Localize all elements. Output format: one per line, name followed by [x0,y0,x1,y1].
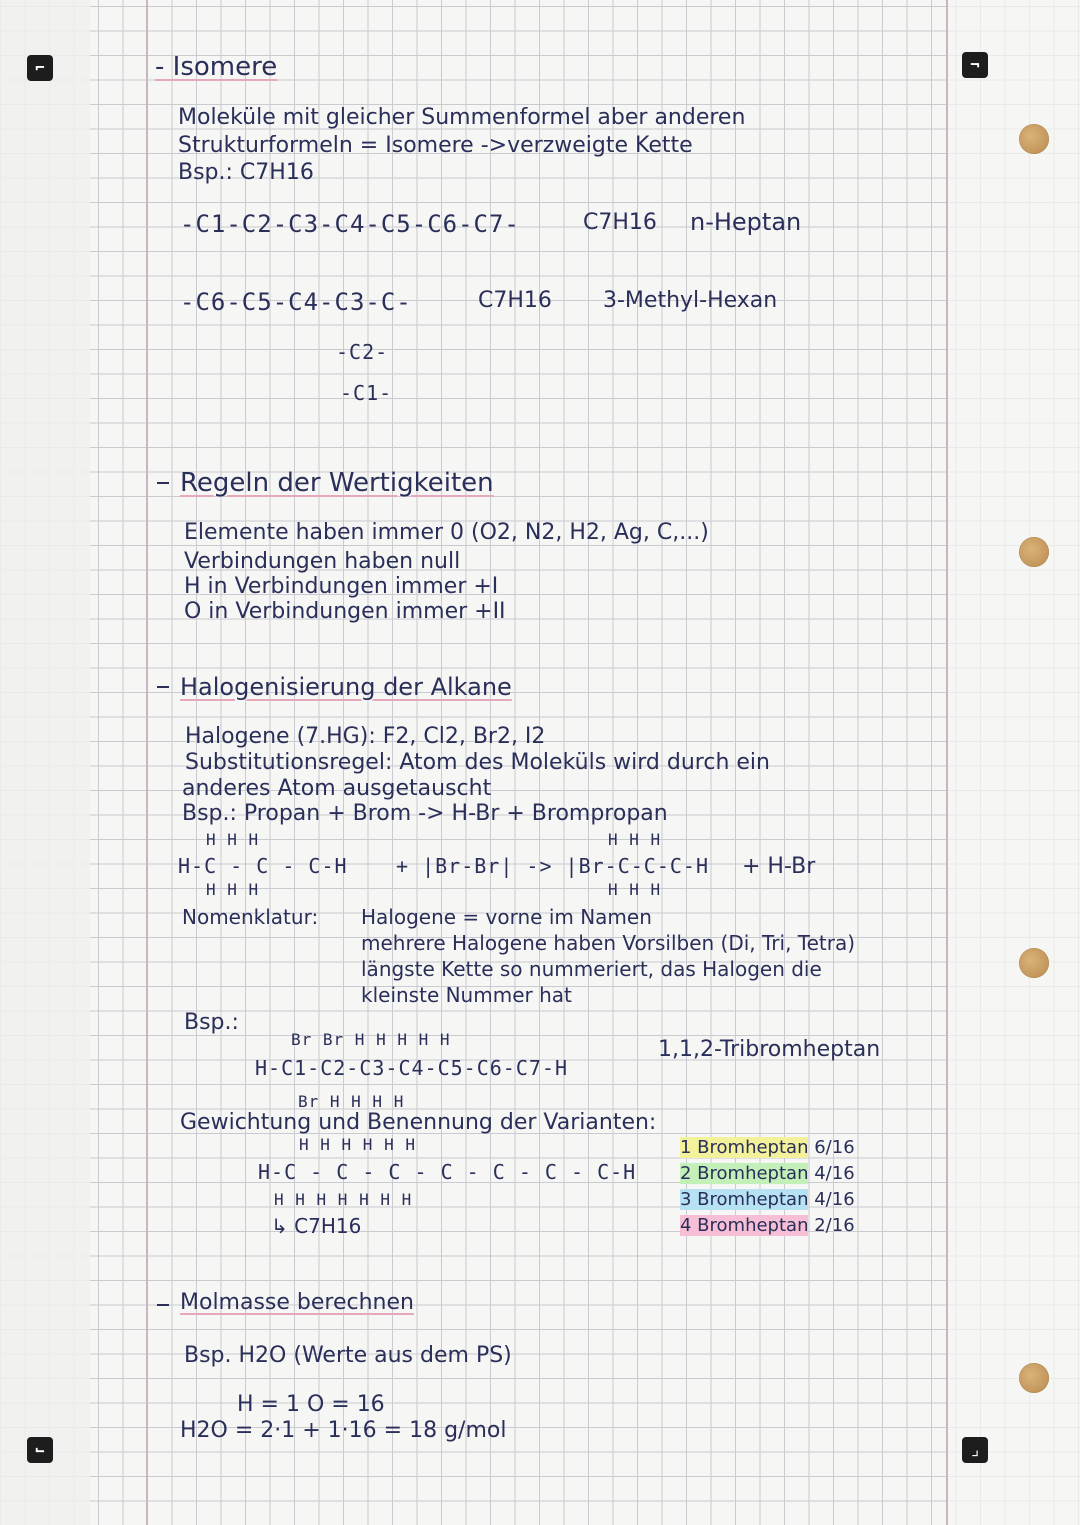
tribrom-top-atoms: Br Br H H H H H [291,1030,451,1049]
heptan-formula: C7H16 [583,210,657,235]
variant-1-name: 1 Bromheptan [680,1137,809,1158]
molmasse-values: H = 1 O = 16 [237,1392,385,1417]
isomere-line-2: Strukturformeln = Isomere ->verzweigte Kette [178,133,693,158]
wertigkeiten-line-1: Elemente haben immer 0 (O2, N2, H2, Ag, C,...) [184,520,709,545]
halogen-line-3: anderes Atom ausgetauscht [182,776,492,801]
halogen-line-1: Halogene (7.HG): F2, Cl2, Br2, I2 [185,724,546,749]
bullet-dash [157,1304,169,1306]
variant-1 [680,1137,855,1158]
hbr-product: + H-Br [742,854,816,879]
variant-3-weight: 4/16 [814,1189,855,1210]
variant-formula-text: C7H16 [294,1214,362,1238]
nomenklatur-rule-4: kleinste Nummer hat [361,983,572,1007]
right-margin-line [946,0,948,1525]
corner-marker-top-right-icon: ¬ [962,52,988,78]
corner-marker-bottom-left-icon: ⌙ [27,1437,53,1463]
gewichtung-heading: Gewichtung und Benennung der Varianten: [180,1110,657,1135]
branch-c2: -C2- [336,340,389,364]
halogen-example: Bsp.: Propan + Brom -> H-Br + Brompropan [182,801,668,826]
punch-hole-icon [1019,124,1049,154]
variant-4-name: 4 Bromheptan [680,1215,809,1236]
methylhexan-formula: C7H16 [478,288,552,313]
bullet-dash [157,686,169,688]
brom-reaction: + |Br-Br| -> |Br-C-C-C-H [396,854,709,878]
variant-2-weight: 4/16 [814,1163,855,1184]
variant-chain: H-C - C - C - C - C - C - C-H [258,1160,637,1184]
punch-hole-icon [1019,1363,1049,1393]
corner-marker-top-left-icon: ⌐ [27,55,53,81]
right-binding-strip [948,0,1080,1525]
molmasse-example: Bsp. H2O (Werte aus dem PS) [184,1343,512,1368]
isomere-heading: - Isomere [155,52,278,82]
propan-structure: H-C - C - C-H [178,854,348,878]
variant-3-name: 3 Bromheptan [680,1189,809,1210]
wertigkeiten-heading: Regeln der Wertigkeiten [180,468,494,498]
punch-hole-icon [1019,948,1049,978]
variant-3 [680,1189,855,1210]
nomenklatur-label: Nomenklatur: [182,905,319,929]
halogen-heading: Halogenisierung der Alkane [180,673,512,701]
nomenklatur-rule-3: längste Kette so nummeriert, das Halogen die [361,957,822,981]
molmasse-calculation: H2O = 2·1 + 1·16 = 18 g/mol [180,1418,507,1443]
propan-h-top: H H H [206,830,260,849]
wertigkeiten-line-3: H in Verbindungen immer +I [184,574,499,599]
variant-formula: ↳ C7H16 [271,1214,362,1238]
tribrom-bottom-atoms: Br H H H H [298,1092,405,1111]
variant-bottom-atoms: H H H H H H H [274,1190,413,1209]
variant-4-weight: 2/16 [814,1215,855,1236]
heptan-chain: -C1-C2-C3-C4-C5-C6-C7- [180,210,520,238]
brompropan-h-bottom: H H H [608,880,662,899]
variant-2 [680,1163,855,1184]
nomenklatur-rule-1: Halogene = vorne im Namen [361,905,652,929]
punch-hole-icon [1019,537,1049,567]
tribrom-example-label: Bsp.: [184,1010,239,1035]
corner-marker-bottom-right-icon: ⌟ [962,1437,988,1463]
variant-1-weight: 6/16 [814,1137,855,1158]
bullet-dash [157,482,169,484]
left-margin-line [146,0,148,1525]
heptan-name: n-Heptan [690,208,802,236]
left-binding-strip [0,0,90,1525]
branch-c1: -C1- [340,381,393,405]
brompropan-h-top: H H H [608,830,662,849]
methylhexan-name: 3-Methyl-Hexan [603,288,778,313]
halogen-line-2: Substitutionsregel: Atom des Moleküls wird durch ein [185,750,770,775]
variant-4 [680,1215,855,1236]
wertigkeiten-line-2: Verbindungen haben null [184,549,461,574]
variant-2-name: 2 Bromheptan [680,1163,809,1184]
variant-top-atoms: H H H H H H [299,1135,416,1154]
propan-h-bottom: H H H [206,880,260,899]
nomenklatur-rule-2: mehrere Halogene haben Vorsilben (Di, Tri, Tetra) [361,931,856,955]
isomere-example: Bsp.: C7H16 [178,160,314,185]
tribromheptan-name: 1,1,2-Tribromheptan [658,1037,881,1062]
tribrom-chain: H-C1-C2-C3-C4-C5-C6-C7-H [255,1056,568,1080]
wertigkeiten-line-4: O in Verbindungen immer +II [184,599,506,624]
molmasse-heading: Molmasse berechnen [180,1290,414,1315]
methylhexan-chain: -C6-C5-C4-C3-C- [180,288,412,316]
isomere-line-1: Moleküle mit gleicher Summenformel aber anderen [178,105,746,130]
